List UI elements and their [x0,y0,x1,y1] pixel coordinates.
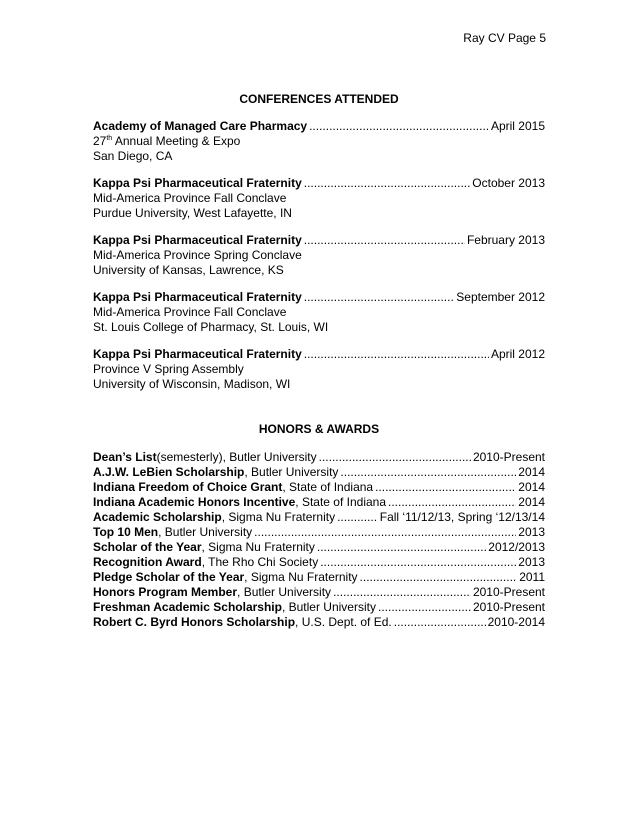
conference-meeting: Province V Spring Assembly [93,362,244,376]
conference-meeting: 27th Annual Meeting & Expo [93,134,241,148]
conference-meeting: Mid-America Province Fall Conclave [93,305,287,319]
honor-item: Recognition Award , The Rho Chi Society ..... 2013 [93,555,545,570]
leader-dots [375,480,516,495]
conference-date: April 2012 [490,347,545,361]
conference-org: Kappa Psi Pharmaceutical Fraternity [93,290,302,304]
leader-dots [254,525,516,540]
leader-dots [388,495,516,510]
leader-dots [378,600,471,615]
honor-item: Honors Program Member , Butler University ..... 2010-Present [93,585,545,600]
conference-entry [93,119,545,164]
conference-org: Kappa Psi Pharmaceutical Fraternity [93,233,302,247]
honor-item: Freshman Academic Scholarship , Butler University ..... 2010-Present [93,600,545,615]
honor-item: Indiana Freedom of Choice Grant , State of Indiana ..... 2014 [93,480,545,495]
leader-dots [340,465,516,480]
leader-dots [319,450,471,465]
conference-entry [93,290,545,335]
honor-item: Academic Scholarship , Sigma Nu Fraternity ..... Fall ‘11/12/13, Spring ‘12/13/14 [93,510,545,525]
leader-dots [304,176,471,191]
honor-item: Dean’s List (semesterly), Butler University ..... 2010-Present [93,450,545,465]
conference-org: Kappa Psi Pharmaceutical Fraternity [93,347,302,361]
conference-date: September 2012 [456,290,545,304]
conference-date: October 2013 [472,176,545,190]
conference-entry [93,347,545,392]
leader-dots [394,615,486,630]
conference-location: University of Kansas, Lawrence, KS [93,263,284,277]
conference-entry [93,176,545,221]
honor-item: Pledge Scholar of the Year , Sigma Nu Fraternity ..... 2011 [93,570,545,585]
conference-date: February 2013 [466,233,545,247]
leader-dots [317,540,486,555]
conference-date: April 2015 [490,119,545,133]
honors-heading: HONORS & AWARDS [258,422,380,436]
leader-dots [304,290,455,305]
conference-location: St. Louis College of Pharmacy, St. Louis, WI [93,320,329,334]
leader-dots [304,347,489,362]
leader-dots [337,510,378,525]
conference-location: Purdue University, West Lafayette, IN [93,206,292,220]
leader-dots [333,585,471,600]
conferences-heading: CONFERENCES ATTENDED [239,92,399,106]
leader-dots [360,570,518,585]
honor-item: Scholar of the Year , Sigma Nu Fraternity ..... 2012/2013 [93,540,545,555]
honors-list [93,450,545,630]
conference-meeting: Mid-America Province Fall Conclave [93,191,287,205]
honor-item: Indiana Academic Honors Incentive , State of Indiana ..... 2014 [93,495,545,510]
page-header: Ray CV Page 5 [463,31,546,45]
conference-entry [93,233,545,278]
leader-dots [320,555,516,570]
conference-location: San Diego, CA [93,149,173,163]
conference-org: Kappa Psi Pharmaceutical Fraternity [93,176,302,190]
conference-org: Academy of Managed Care Pharmacy [93,119,308,133]
conference-meeting: Mid-America Province Spring Conclave [93,248,302,262]
leader-dots [309,119,489,134]
honor-item: Robert C. Byrd Honors Scholarship , U.S. Dept. of Ed. ..... 2010-2014 [93,615,545,630]
honor-item: Top 10 Men , Butler University ..... 2013 [93,525,545,540]
conference-location: University of Wisconsin, Madison, WI [93,377,291,391]
leader-dots [304,233,465,248]
honor-item: A.J.W. LeBien Scholarship , Butler University ..... 2014 [93,465,545,480]
